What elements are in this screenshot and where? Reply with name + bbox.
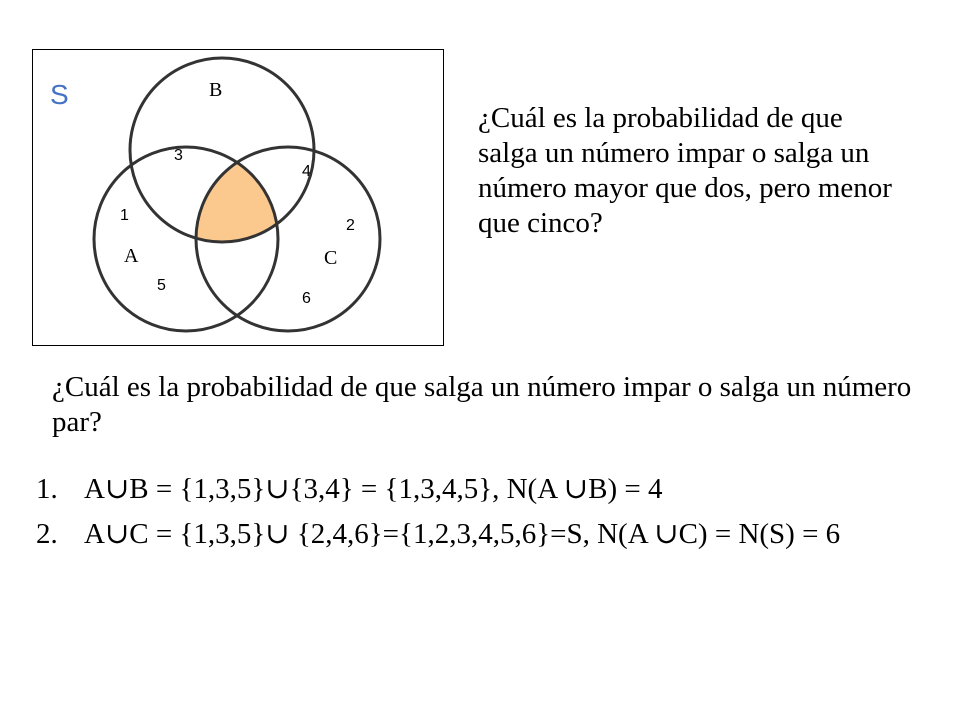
element-ab: 3 xyxy=(174,147,183,164)
answer-text-1: A∪B = {1,3,5}∪{3,4} = {1,3,4,5}, N(A ∪B) = 4 xyxy=(84,473,663,505)
answer-number-1: 1. xyxy=(36,473,58,505)
answer-number-2: 2. xyxy=(36,518,58,550)
element-a-bottom: 5 xyxy=(157,277,166,294)
element-c-top: 2 xyxy=(346,217,355,234)
element-bc: 4 xyxy=(302,163,311,180)
universe-label: S xyxy=(50,79,69,110)
element-c-bottom: 6 xyxy=(302,290,311,307)
answer-item-2 xyxy=(36,517,946,552)
question-one: ¿Cuál es la probabilidad de que salga un número impar o salga un número mayor que dos, pero menor que cinco? xyxy=(478,102,892,239)
question-two: ¿Cuál es la probabilidad de que salga un número impar o salga un número par? xyxy=(52,371,912,438)
set-b-label: B xyxy=(209,79,223,101)
set-c-label: C xyxy=(324,247,338,269)
answer-list xyxy=(36,472,946,562)
answer-item-1 xyxy=(36,472,946,507)
answer-text-2: A∪C = {1,3,5}∪ {2,4,6}={1,2,3,4,5,6}=S, N(A ∪C) = N(S) = 6 xyxy=(84,518,841,550)
element-a-top: 1 xyxy=(120,207,129,224)
set-a-label: A xyxy=(124,245,139,267)
